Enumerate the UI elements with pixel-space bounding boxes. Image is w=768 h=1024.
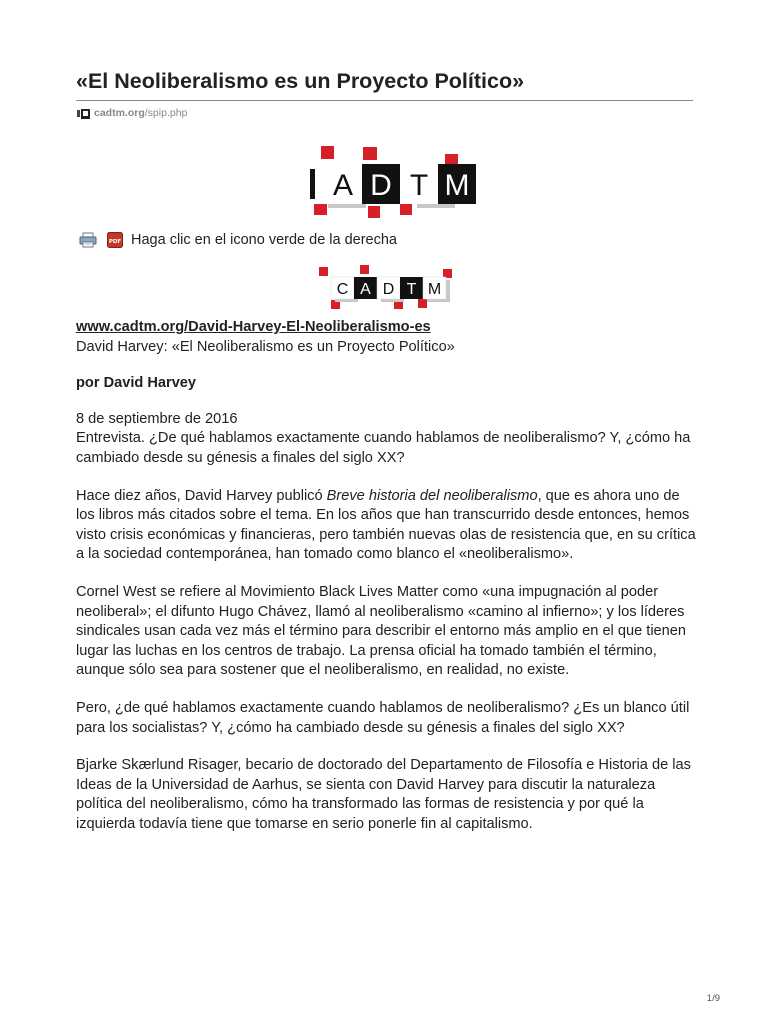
printer-icon[interactable] — [79, 232, 97, 248]
site-favicon-icon — [77, 108, 90, 119]
intro-paragraph: Entrevista. ¿De qué hablamos exactamente cuando hablamos de neoliberalismo? Y, ¿cómo ha cambiado desde su génesis a finales del siglo XX? — [76, 430, 691, 466]
logo-letter-t: T — [409, 169, 429, 202]
small-logo-letter-t: T — [406, 281, 417, 298]
source-url[interactable] — [77, 107, 187, 119]
small-logo-letter-d: D — [382, 281, 395, 298]
print-bar — [79, 232, 397, 248]
article-subtitle: David Harvey: «El Neoliberalismo es un Proyecto Político» — [76, 338, 455, 355]
logo-letter-d: D — [370, 169, 392, 202]
source-domain[interactable]: cadtm.org — [94, 107, 145, 119]
small-logo-letter-a: A — [360, 281, 371, 298]
paragraph-3: Pero, ¿de qué hablamos exactamente cuando hablamos de neoliberalismo? ¿Es un blanco útil para los socialistas? Y, ¿cómo ha cambiado desde su génesis a finales del siglo XX? — [76, 699, 690, 736]
article-date: 8 de septiembre de 2016 — [76, 410, 238, 427]
logo-letter-m: M — [444, 169, 470, 202]
page-title: «El Neoliberalismo es un Proyecto Político» — [76, 69, 525, 93]
article-link[interactable]: www.cadtm.org/David-Harvey-El-Neoliberalismo-es — [76, 319, 431, 335]
pdf-icon[interactable] — [107, 232, 123, 248]
page-number: 1/9 — [706, 993, 720, 1004]
small-logo-letter-m: M — [427, 281, 442, 298]
cadtm-logo-large — [304, 145, 470, 221]
source-path[interactable]: /spip.php — [144, 107, 188, 119]
byline: por David Harvey — [76, 375, 197, 392]
svg-text:PDF: PDF — [108, 239, 122, 245]
title-divider — [76, 100, 693, 101]
paragraph-1: Hace diez años, David Harvey publicó Breve historia del neoliberalismo, que es ahora uno de los libros más citados sobre el tema. En los años que han transcurrido desde entonces, hemos visto crisis económicas y financieras, pero también nuevas olas de resistencia que, en su crítica a la sociedad contemporánea, han tomado como blanco el «neoliberalismo». — [76, 487, 696, 563]
book-title: Breve historia del neoliberalismo — [326, 487, 538, 504]
article-body — [76, 318, 696, 834]
print-instructions: Haga clic en el icono verde de la derecha — [131, 232, 397, 248]
paragraph-4: Bjarke Skærlund Risager, becario de doctorado del Departamento de Filosofía e Historia de las Ideas de la Universidad de Aarhus, se sienta con David Harvey para discutir la naturaleza política del neoliberalismo, cómo ha transformado las formas de resistencia y por qué la izquierda todavía tiene que tomarse en serio ponerle fin al capitalismo. — [76, 757, 691, 832]
cadtm-logo-small — [317, 264, 453, 312]
paragraph-2: Cornel West se refiere al Movimiento Black Lives Matter como «una impugnación al poder neoliberal»; el difunto Hugo Chávez, llamó al neoliberalismo «camino al infierno»; y los líderes sindicales usan cada vez más el término para describir el entorno más amplio en el que tienen lugar las luchas en los centros de trabajo. La prensa oficial ha tomado también el término, aunque sólo sea para sostener que el neoliberalismo, en realidad, no existe. — [76, 583, 687, 679]
small-logo-letter-c: C — [336, 281, 349, 298]
logo-letter-a: A — [332, 169, 354, 202]
